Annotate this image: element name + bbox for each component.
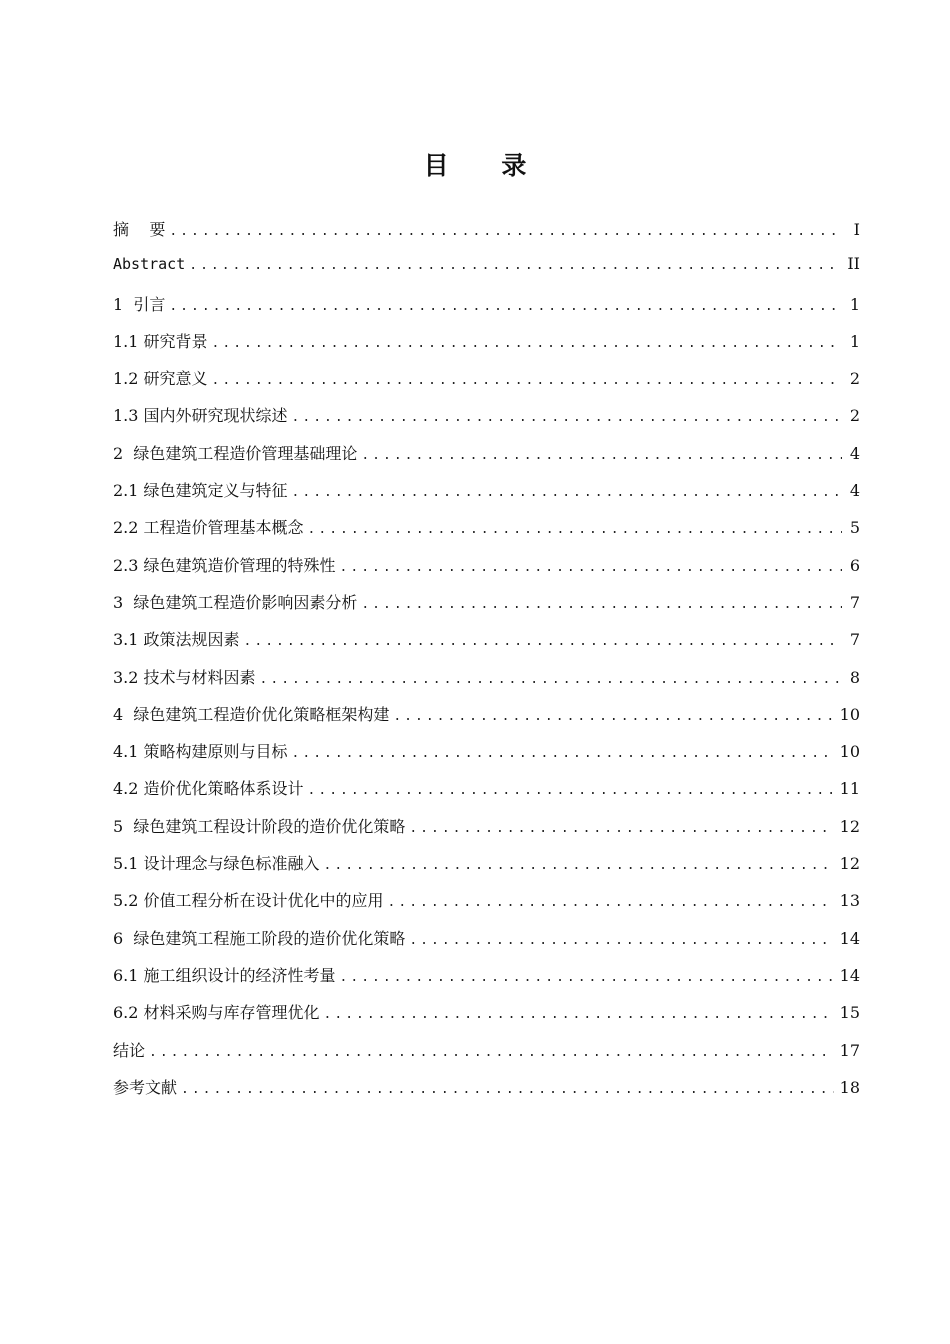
toc-entry-label: 6.2 材料采购与库存管理优化 [113, 1003, 320, 1023]
dot-leader [149, 1045, 834, 1060]
dot-leader [393, 709, 833, 724]
toc-entry-page: I [853, 220, 860, 239]
toc-entry-label: 1 引言 [113, 294, 166, 314]
toc-entry-page: 8 [849, 667, 860, 687]
dot-leader [308, 783, 834, 798]
dot-leader [308, 522, 842, 537]
toc-entry-label: 1.2 研究意义 [113, 369, 208, 389]
dot-leader [189, 258, 841, 273]
toc-entry-label: 4 绿色建筑工程造价优化策略框架构建 [113, 704, 390, 724]
toc-entry-label: 6.1 施工组织设计的经济性考量 [113, 965, 336, 985]
toc-entry-section-4-1 [113, 739, 860, 776]
toc-entry-page: 14 [839, 965, 860, 985]
dot-leader [361, 448, 842, 463]
dot-leader [292, 746, 834, 761]
toc-entry-section-1-2 [113, 366, 860, 403]
dot-leader [169, 299, 842, 314]
toc-entry-section-5-1 [113, 851, 860, 888]
dot-leader [340, 970, 834, 985]
toc-entry-page: 14 [839, 928, 860, 948]
toc-entry-chapter-5 [113, 814, 860, 851]
toc-entry-page: 1 [849, 331, 860, 351]
toc-entry-page: 12 [839, 816, 860, 836]
toc-entry-section-6-2 [113, 1000, 860, 1037]
dot-leader [260, 672, 842, 687]
toc-entry-section-2-2 [113, 515, 860, 552]
dot-leader [244, 634, 842, 649]
dot-leader [324, 858, 834, 873]
dot-leader [181, 1082, 834, 1097]
toc-entry-page: 7 [849, 592, 860, 612]
toc-entry-page: 4 [849, 481, 860, 501]
toc-entry-page: 12 [839, 854, 860, 874]
toc-entry-page: 7 [849, 630, 860, 650]
toc-entry-page: 17 [839, 1040, 860, 1060]
toc-entry-section-1-1 [113, 329, 860, 366]
toc-entry-page: 10 [839, 742, 860, 762]
toc-entry-page: 1 [849, 294, 860, 314]
toc-entry-page: 6 [849, 555, 860, 575]
toc-entry-label: 5.2 价值工程分析在设计优化中的应用 [113, 891, 384, 911]
toc-entry-label: 4.1 策略构建原则与目标 [113, 742, 288, 762]
toc-entry-label: 6 绿色建筑工程施工阶段的造价优化策略 [113, 928, 406, 948]
toc-entry-chapter-2 [113, 441, 860, 478]
toc-entry-label: 5.1 设计理念与绿色标准融入 [113, 854, 320, 874]
toc-entry-label: 3.2 技术与材料因素 [113, 667, 256, 687]
toc-entry-label: 1.1 研究背景 [113, 331, 208, 351]
toc-entry-label: 2.3 绿色建筑造价管理的特殊性 [113, 555, 336, 575]
dot-leader [169, 224, 842, 239]
toc-entry-label: 2.1 绿色建筑定义与特征 [113, 481, 288, 501]
toc-entry-chapter-6 [113, 926, 860, 963]
toc-entry-label: 2 绿色建筑工程造价管理基础理论 [113, 443, 358, 463]
toc-entry-label: 参考文献 [113, 1077, 178, 1097]
dot-leader [324, 1007, 834, 1022]
toc-entry-conclusion [113, 1038, 860, 1075]
toc-entry-page: 5 [849, 518, 860, 538]
toc-entry-page: 2 [849, 369, 860, 389]
toc-entry-label: 3.1 政策法规因素 [113, 630, 240, 650]
toc-entry-page: II [847, 254, 860, 274]
toc-entry-chapter-4 [113, 702, 860, 739]
dot-leader [340, 560, 842, 575]
dot-leader [409, 933, 833, 948]
toc-entry-section-2-3 [113, 553, 860, 590]
toc-entry-page: 13 [839, 891, 860, 911]
toc-entry-chapter-1 [113, 292, 860, 329]
toc-entry-chapter-3 [113, 590, 860, 627]
toc-entry-section-5-2 [113, 888, 860, 925]
dot-leader [212, 373, 842, 388]
toc-entry-section-1-3 [113, 403, 860, 440]
toc-entry-abstract-en [113, 254, 860, 291]
toc-entry-page: 11 [839, 779, 860, 799]
toc-entry-label: 结论 [113, 1040, 146, 1060]
toc-entry-label: Abstract [113, 255, 186, 274]
toc-entry-label: 5 绿色建筑工程设计阶段的造价优化策略 [113, 816, 406, 836]
toc-entry-page: 4 [849, 443, 860, 463]
toc-entry-label: 2.2 工程造价管理基本概念 [113, 518, 304, 538]
toc-entry-section-3-2 [113, 665, 860, 702]
dot-leader [292, 410, 842, 425]
dot-leader [292, 485, 842, 500]
table-of-contents [113, 217, 860, 1112]
dot-leader [212, 336, 842, 351]
toc-entry-section-4-2 [113, 776, 860, 813]
toc-entry-label: 1.3 国内外研究现状综述 [113, 406, 288, 426]
toc-entry-page: 15 [839, 1003, 860, 1023]
toc-entry-abstract-cn [113, 217, 860, 254]
toc-entry-label: 3 绿色建筑工程造价影响因素分析 [113, 592, 358, 612]
toc-entry-section-6-1 [113, 963, 860, 1000]
toc-entry-page: 18 [839, 1077, 860, 1097]
page-title: 目 录 [423, 151, 549, 180]
toc-entry-references [113, 1075, 860, 1112]
toc-entry-page: 10 [839, 704, 860, 724]
dot-leader [388, 895, 834, 910]
dot-leader [409, 821, 833, 836]
toc-entry-label: 摘 要 [113, 220, 166, 239]
dot-leader [361, 597, 842, 612]
toc-entry-label: 4.2 造价优化策略体系设计 [113, 779, 304, 799]
toc-entry-section-3-1 [113, 627, 860, 664]
toc-entry-section-2-1 [113, 478, 860, 515]
toc-entry-page: 2 [849, 406, 860, 426]
